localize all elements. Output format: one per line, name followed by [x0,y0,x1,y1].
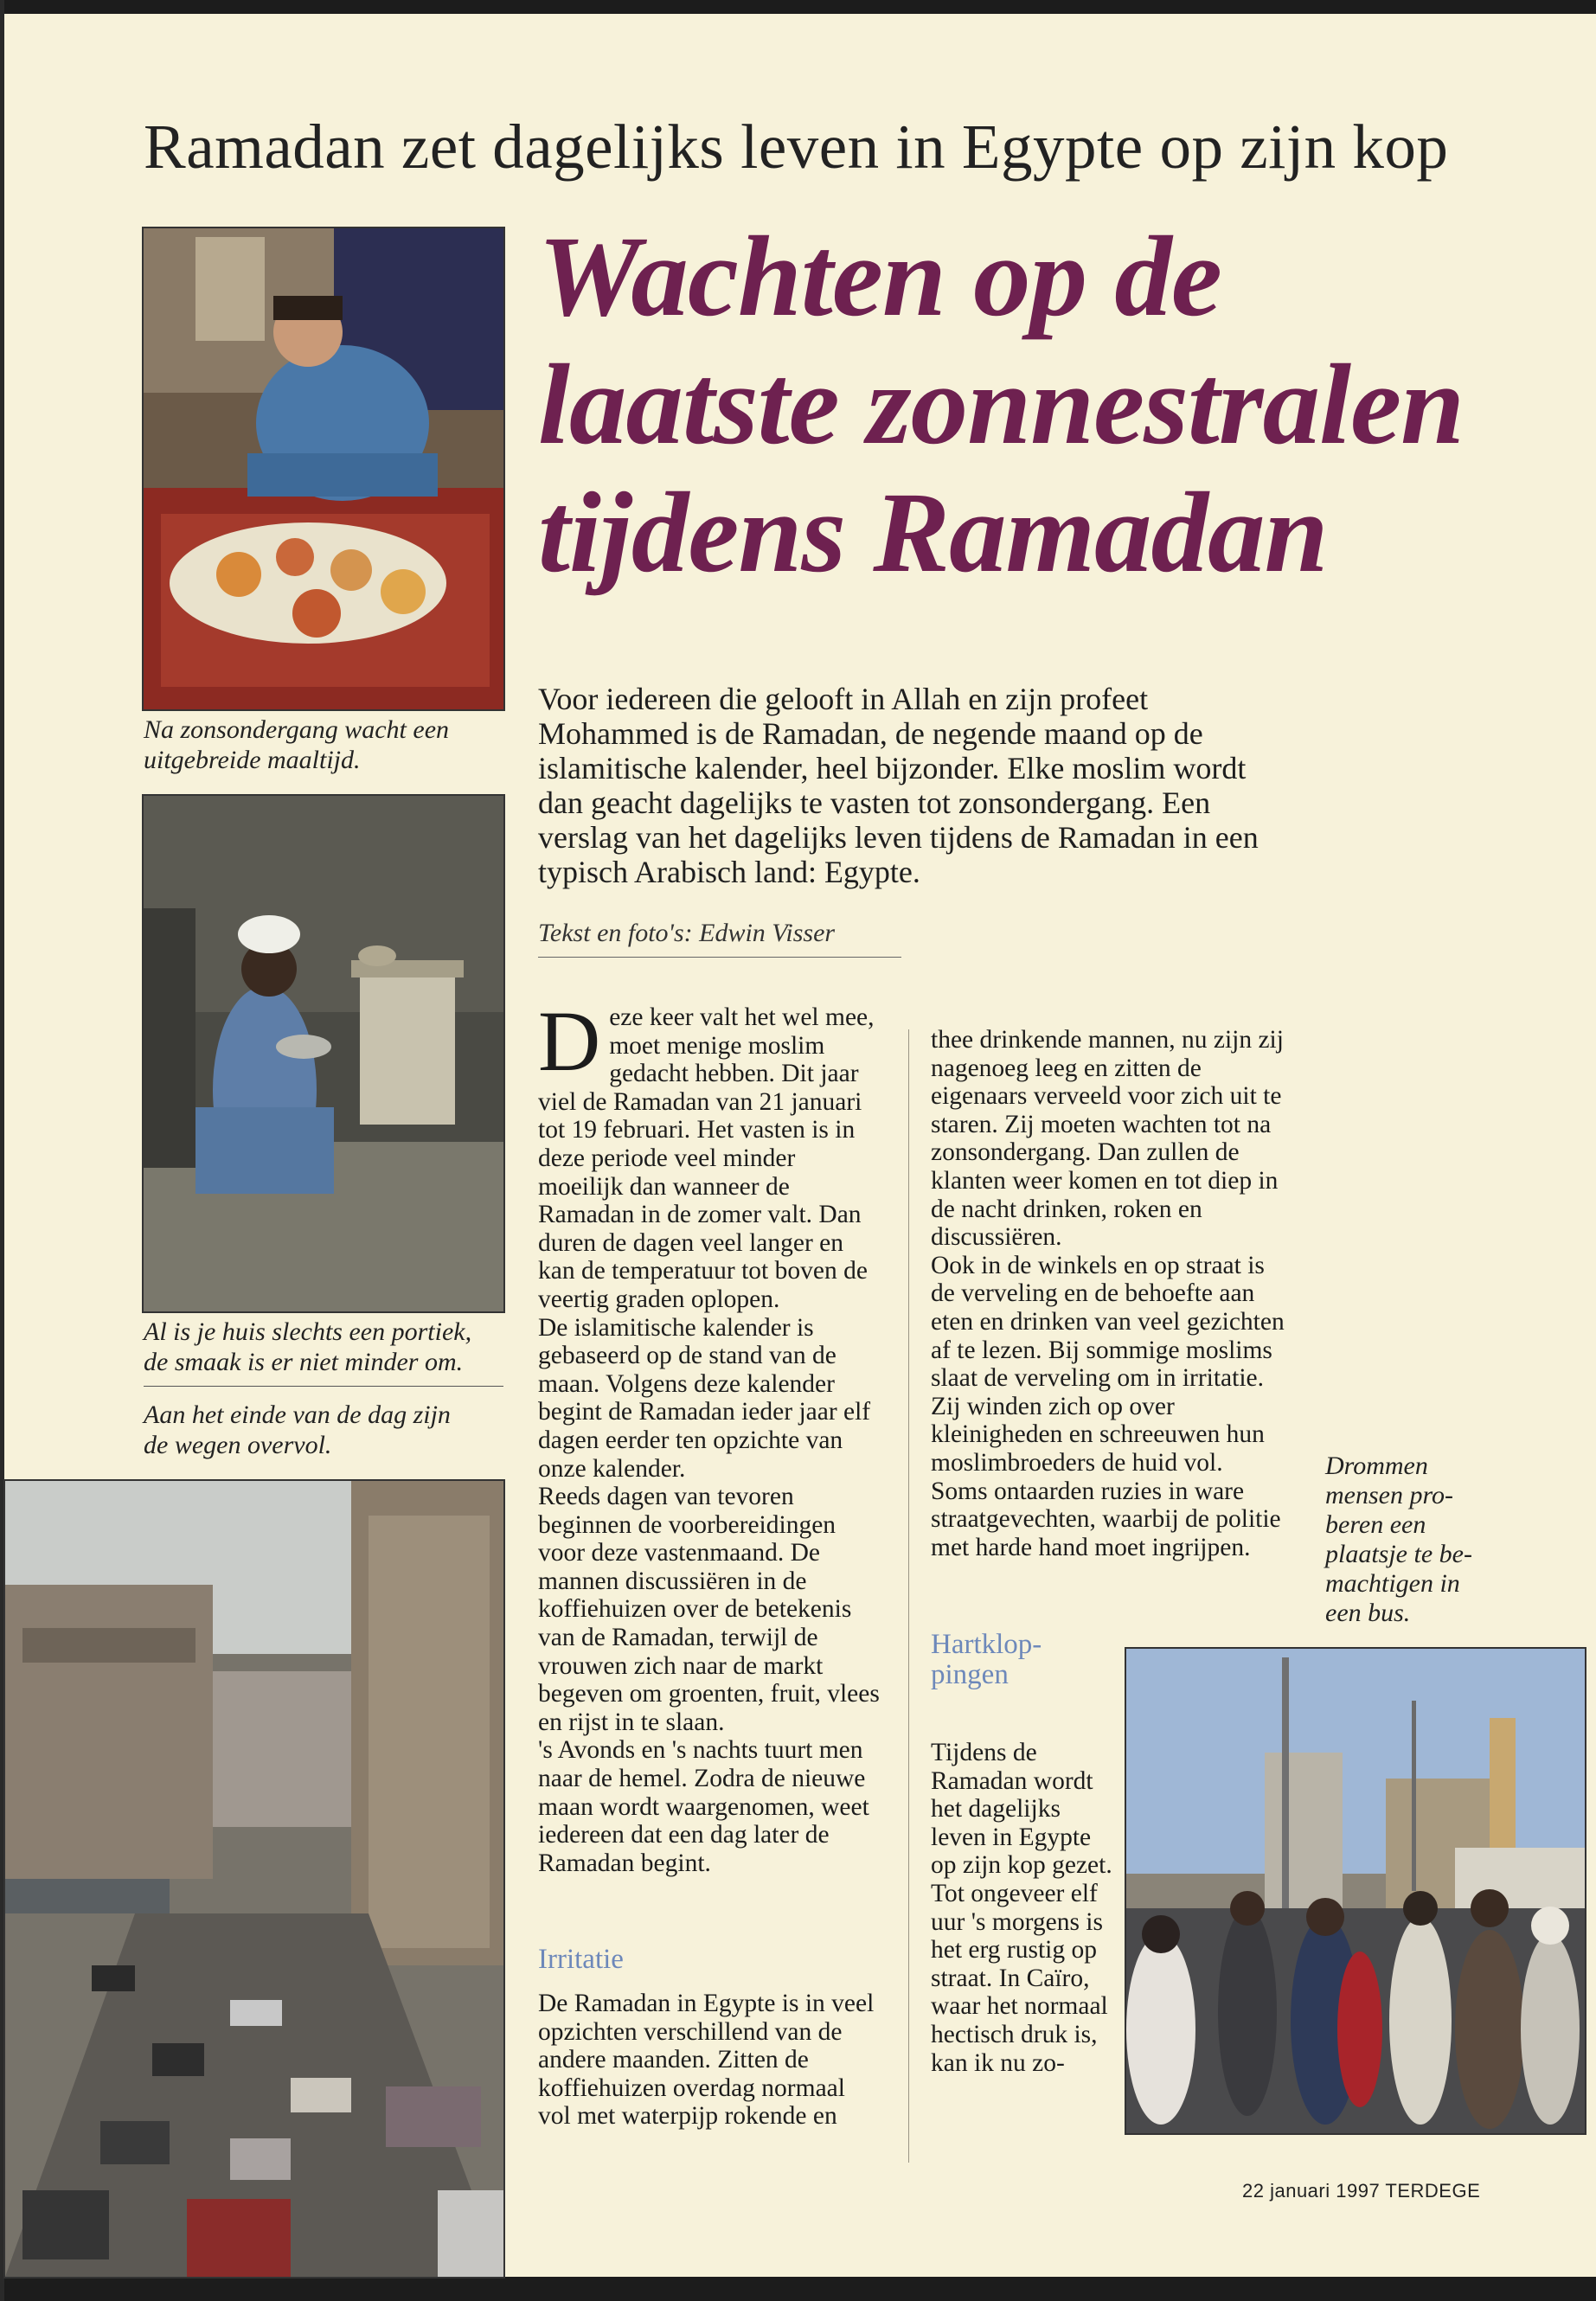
subhead-line-2: pingen [931,1659,1009,1690]
caption-street-line-2: de wegen overvol. [144,1431,332,1459]
subhead-hartkloppingen [931,1630,1042,1690]
column-divider [908,1029,909,2163]
caption-divider [144,1386,503,1387]
scan-border-bottom [0,2277,1596,2301]
headline-line-1: Wachten op de [538,212,1221,340]
caption-bus-line-1: Drommen [1325,1452,1428,1480]
caption-porch-line-1: Al is je huis slechts een portiek, [144,1317,472,1346]
body-column-1 [538,993,884,1877]
subhead-line-1: Hartklop- [931,1629,1042,1660]
caption-bus-line-6: een bus. [1325,1599,1411,1627]
body-column-2 [931,1026,1285,1561]
body-paragraph: thee drinkende mannen, nu zijn zij nagenoeg leeg en zitten de eigenaars verveeld voor zich uit te staren. Zij moeten wachten tot na zonsondergang. Dan zullen de klanten weer komen en tot diep in de nacht drinken, roken en discussiëren. [931,1026,1284,1252]
photo-bus-crowd [1125,1647,1586,2135]
body-paragraph: Ook in de winkels en op straat is de verveling en de behoefte aan eten en drinken van veel gezichten af te lezen. Bij sommige moslims slaat de verveling om in irritatie. Zij winden zich op over kleinigheden en schreeuwen hun moslimbroeders de huid vol. Soms ontaarden ruzies in ware straatgevechten, waarbij de politie met harde hand moet ingrijpen. [931,1251,1285,1561]
body-paragraph [538,993,884,1314]
caption-bus [1325,1452,1516,1628]
caption-street-line-1: Aan het einde van de dag zijn [144,1400,451,1429]
caption-bus-line-2: mensen pro- [1325,1481,1454,1509]
kicker-title: Ramadan zet dagelijks leven in Egypte op zijn kop [144,112,1449,182]
caption-street [144,1400,516,1460]
body-column-1-end [538,1990,884,2131]
body-paragraph: Reeds dagen van tevoren beginnen de voorbereidingen voor deze vastenmaand. De mannen discussiëren in de koffiehuizen over de betekenis van de Ramadan, terwijl de vrouwen zich naar de markt begeven om groenten, fruit, vlees en rijst in te slaan. [538,1483,880,1736]
body-paragraph: De islamitische kalender is gebaseerd op de stand van de maan. Volgens deze kalender begint de Ramadan ieder jaar elf dagen eerder ten opzichte van onze kalender. [538,1313,871,1483]
body-paragraph: Tijdens de Ramadan wordt het dagelijks leven in Egypte op zijn kop gezet. Tot ongeveer elf uur 's morgens is het erg rustig op straat. In Caïro, waar het normaal hectisch druk is, kan ik nu zo- [931,1739,1112,2077]
body-column-2-end [931,1739,1112,2077]
drop-cap: D [538,993,601,1089]
headline-line-2: laatste zonnestralen [538,340,1465,468]
body-paragraph: 's Avonds en 's nachts tuurt men naar de hemel. Zodra de nieuwe maan wordt waargenomen, weet iedereen dat een dag later de Ramadan begint. [538,1736,869,1877]
body-paragraph: De Ramadan in Egypte is in veel opzichten verschillend van de andere maanden. Zitten de koffiehuizen overdag normaal vol met waterpijp rokende en [538,1990,875,2131]
headline-line-3: tijdens Ramadan [538,468,1328,596]
caption-meal [144,715,507,775]
photo-meal [142,227,505,711]
caption-porch [144,1317,516,1377]
photo-street [3,1479,505,2279]
scan-border-top [0,0,1596,14]
caption-meal-line-2: uitgebreide maaltijd. [144,746,361,774]
caption-bus-line-5: machtigen in [1325,1569,1460,1598]
caption-porch-line-2: de smaak is er niet minder om. [144,1348,464,1376]
headline [538,212,1593,596]
photo-porch [142,794,505,1313]
subhead-irritatie: Irritatie [538,1944,624,1975]
intro-paragraph: Voor iedereen die gelooft in Allah en zijn profeet Mohammed is de Ramadan, de negende maand op de islamitische kalender, heel bijzonder. Elke moslim wordt dan geacht dagelijks te vasten tot zonsondergang. Een verslag van het dagelijks leven tijdens de Ramadan in een typisch Arabisch land: Egypte. [538,682,1259,889]
folio: 22 januari 1997 TERDEGE [1242,2180,1481,2202]
caption-meal-line-1: Na zonsondergang wacht een [144,715,450,744]
byline: Tekst en foto's: Edwin Visser [538,919,901,958]
caption-bus-line-3: beren een [1325,1510,1426,1539]
caption-bus-line-4: plaatsje te be- [1325,1540,1472,1568]
body-paragraph-text: eze keer valt het wel mee, moet menige moslim gedacht hebben. Dit jaar viel de Ramadan van 21 januari tot 19 februari. Het vasten is in deze periode veel minder moeilijk dan wanneer de Ramadan in de zomer valt. Dan duren de dagen veel langer en kan de temperatuur tot boven de veertig graden oplopen. [538,1003,875,1313]
